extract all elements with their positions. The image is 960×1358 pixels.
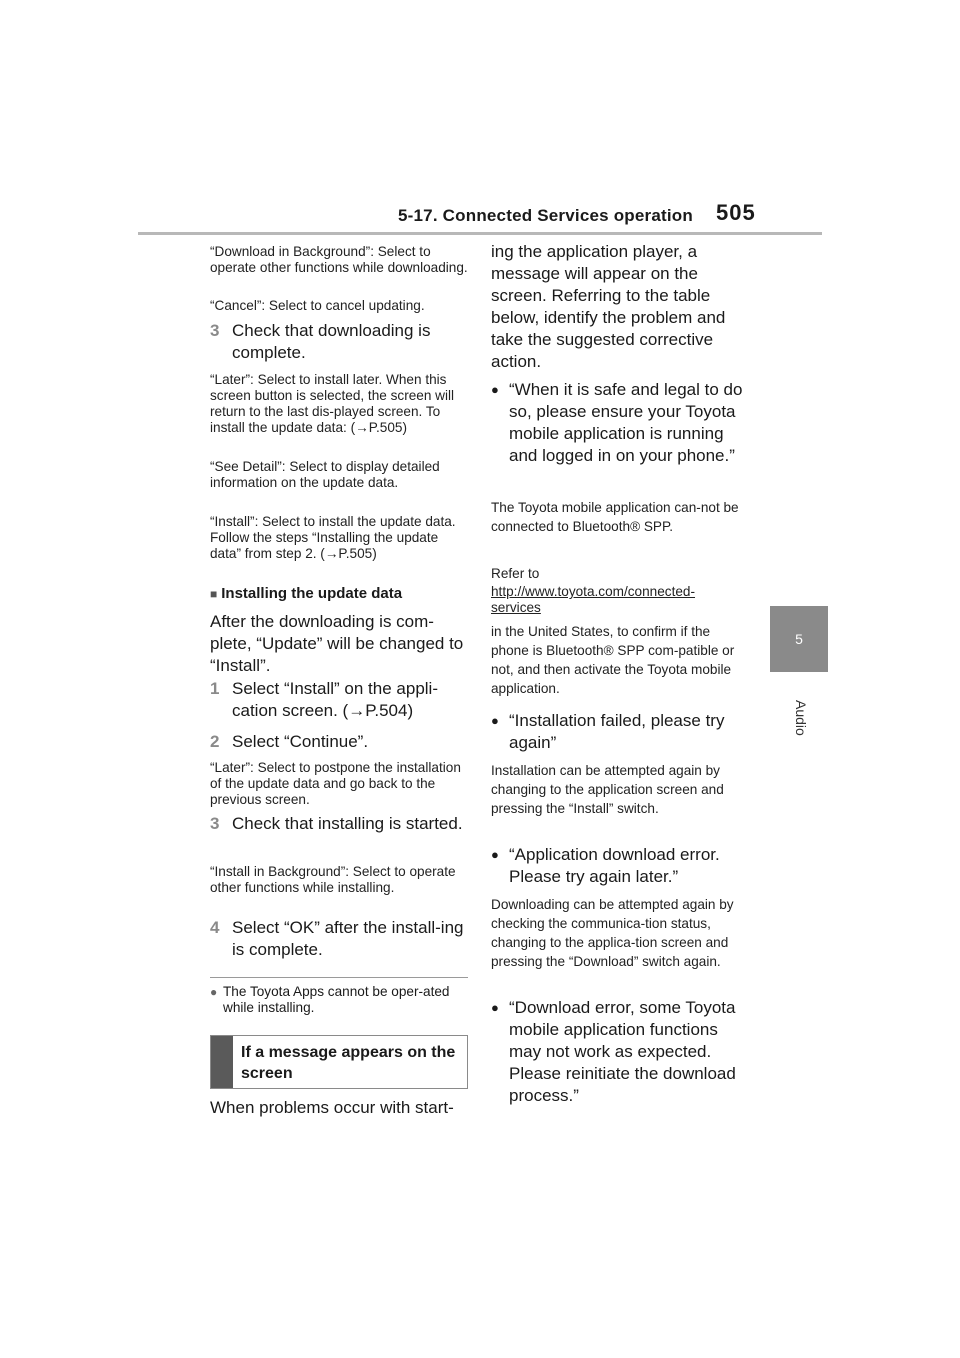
download-background-note: “Download in Background”: Select to operate other functions while downloading.: [210, 244, 468, 275]
bullet-icon: ●: [491, 1000, 499, 1015]
box-accent-bar: [211, 1036, 233, 1088]
chapter-label: Audio: [793, 700, 809, 736]
message-text: “When it is safe and legal to do so, please ensure your Toyota mobile application is running and logged in on your phone.”: [509, 380, 743, 465]
message-desc-3: Downloading can be attempted again by checking the communica-tion status, changing to the applica-tion screen and pressing the “Download” switch again.: [491, 897, 734, 969]
continued-paragraph: ing the application player, a message will appear on the screen. Referring to the table below, identify the problem and take the suggested corrective action.: [491, 242, 726, 371]
note-divider: [210, 977, 468, 978]
step-text: Check that downloading is complete.: [232, 321, 431, 362]
step-number: 3: [210, 814, 220, 833]
bullet-icon: ●: [491, 713, 499, 728]
install-intro: After the downloading is com-plete, “Update” will be changed to “Install”.: [210, 612, 464, 675]
note-text: The Toyota Apps cannot be oper-ated while installing.: [223, 984, 450, 1015]
message-item-2: [491, 710, 749, 754]
section-heading: [210, 585, 468, 602]
message-desc-2: Installation can be attempted again by changing to the application screen and pressing the “Install” switch.: [491, 763, 724, 816]
trailing-paragraph: When problems occur with start-: [210, 1098, 454, 1117]
message-text: “Application download error. Please try again later.”: [509, 845, 720, 886]
message-text: “Download error, some Toyota mobile application functions may not work as expected. Please reinitiate the download process.”: [509, 998, 736, 1105]
step-2-continue: [210, 731, 468, 753]
box-title: If a message appears on the screen: [241, 1044, 456, 1082]
circle-bullet-icon: ●: [210, 985, 218, 999]
step-number: 3: [210, 321, 220, 340]
message-heading-box: [210, 1035, 468, 1089]
chapter-tab: 5: [770, 606, 828, 672]
later-note: “Later”: Select to install later. When this screen button is selected, the screen will return to the last dis-played screen. To install the update data: (→P.505): [210, 372, 455, 435]
header-divider: [138, 232, 822, 235]
step-text: Check that installing is started.: [232, 814, 463, 833]
note: [210, 984, 468, 1016]
message-item-1: [491, 379, 749, 467]
square-bullet-icon: ■: [210, 586, 218, 601]
message-item-3: [491, 844, 749, 888]
see-detail-note: “See Detail”: Select to display detailed information on the update data.: [210, 459, 440, 490]
step-number: 1: [210, 679, 220, 698]
install-background-note: “Install in Background”: Select to operate other functions while installing.: [210, 864, 456, 895]
install-note: “Install”: Select to install the update data. Follow the steps “Installing the update data” from step 2. (→P.505): [210, 514, 456, 561]
step-number: 2: [210, 732, 220, 751]
step-number: 4: [210, 918, 220, 937]
connected-services-link[interactable]: http://www.toyota.com/connected-services: [491, 584, 696, 615]
step-text: Select “Continue”.: [232, 732, 369, 751]
step-text: Select “Install” on the appli-cation screen. (→P.504): [232, 679, 438, 720]
refer-label: Refer to: [491, 566, 540, 581]
later-postpone-note: “Later”: Select to postpone the installation of the update data and go back to the previous screen.: [210, 760, 461, 807]
step-3-installing: [210, 813, 468, 835]
message-text: “Installation failed, please try again”: [509, 711, 725, 752]
bullet-icon: ●: [491, 382, 499, 397]
step-3-downloading: [210, 320, 468, 364]
refer-desc: in the United States, to confirm if the phone is Bluetooth® SPP com-patible or not, and then activate the Toyota mobile application.: [491, 624, 735, 696]
section-title: 5-17. Connected Services operation: [398, 206, 693, 225]
page-number: 505: [716, 200, 756, 225]
bullet-icon: ●: [491, 847, 499, 862]
step-1-install: [210, 678, 468, 722]
message-item-4: [491, 997, 749, 1107]
section-heading-text: Installing the update data: [221, 585, 403, 602]
message-desc-1: The Toyota mobile application can-not be connected to Bluetooth® SPP.: [491, 500, 739, 534]
cancel-note: “Cancel”: Select to cancel updating.: [210, 298, 425, 313]
step-4-ok: [210, 917, 468, 961]
step-text: Select “OK” after the install-ing is complete.: [232, 918, 464, 959]
